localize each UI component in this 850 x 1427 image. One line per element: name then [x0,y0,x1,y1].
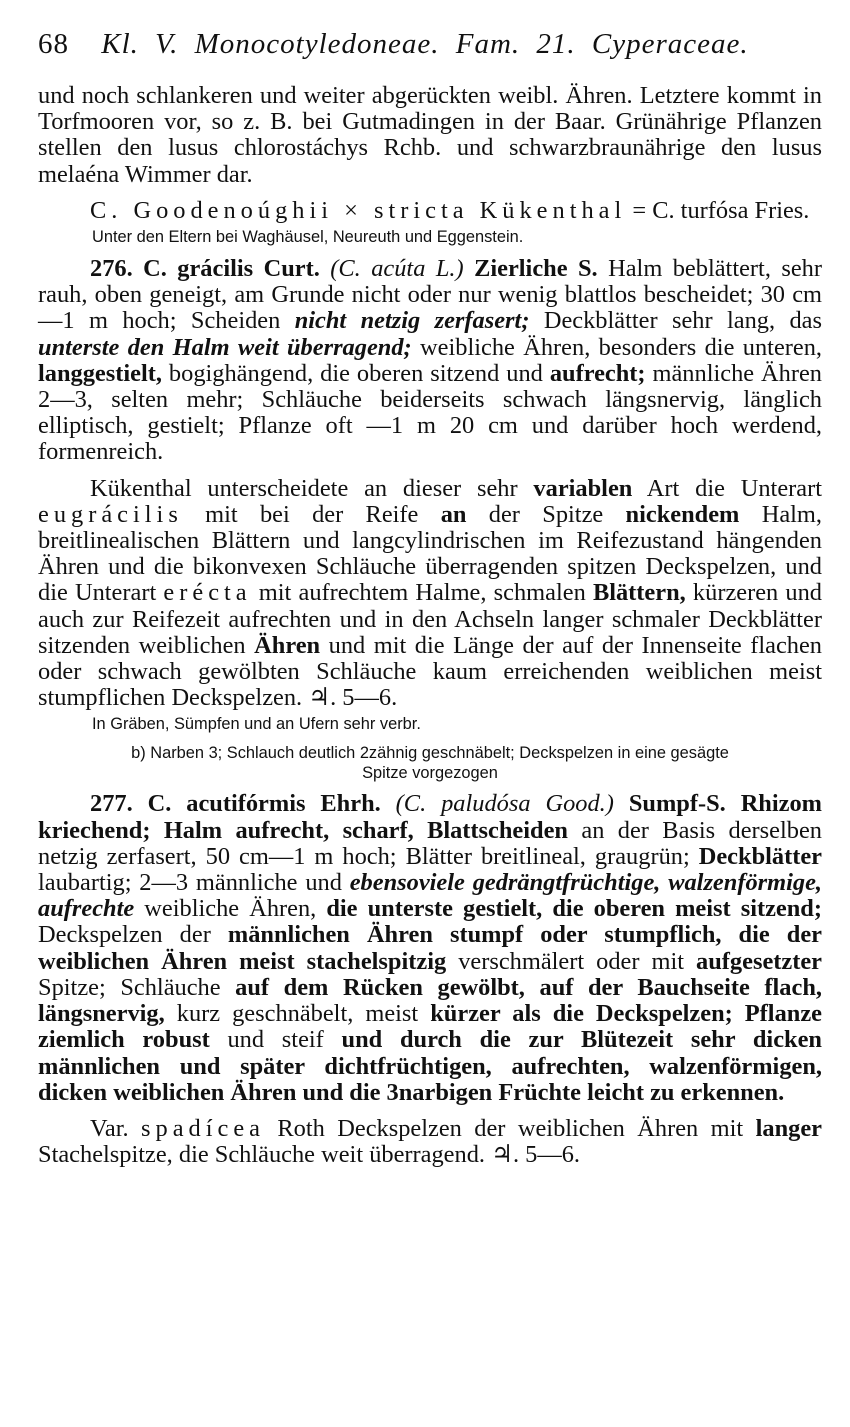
text-run: männliche Ähren 2—3, selten mehr; Schläuche beiderseits schwach längsnervig, länglich elliptisch, gestielt; Pflanze oft —1 m 20 cm und darüber hoch werdend, formenreich. [38,359,822,466]
text-run: Deckblätter sehr lang, das [529,307,822,335]
species-276-common-name: Zierliche S. [474,255,598,283]
text-run: weibliche Ähren, besonders die unteren, [411,333,823,361]
text-run: Stachelspitze, die Schläuche weit überragend. ♃. 5—6. [38,1141,581,1169]
page-number: 68 [38,28,69,60]
text-run: und steif [209,1026,342,1054]
species-277 [38,791,822,1105]
header-title: Kl. V. Monocotyledoneae. Fam. 21. Cyperaceae. [101,28,749,60]
key-note-line: Spitze vorgezogen [362,764,498,783]
text-run [726,790,741,817]
text-run: ebensoviele gedrängtfrüchtige, walzenförmige, aufrechte [38,869,822,923]
text-run: Roth Deckspelzen der weiblichen Ähren mit [265,1114,756,1142]
text-run: Halm beblättert, sehr rauh, oben geneigt, am Grunde nicht oder nur wenig blattlos bescheidet; 30 cm—1 m hoch; Scheiden [38,255,822,335]
text-run: mit aufrechtem Halme, schmalen [251,579,593,607]
paragraph-variety [38,1116,822,1168]
text-run: laubartig; 2—3 männliche und [38,869,350,897]
text-run: auf dem Rücken gewölbt, auf der Bauchseite flach, längsnervig, [38,973,822,1028]
text-run: und mit die Länge der auf der Innenseite flachen oder schwach gewölbten Schläuche kaum erreichenden weiblichen meist stumpflichen Deckspelzen. ♃. 5—6. [38,631,822,712]
text-run: an [440,500,467,528]
text-run: kürzeren und auch zur Reifezeit aufrechten und in den Achseln langer schmaler Deckblätter sitzenden weiblichen [38,579,822,659]
locality-note: Unter den Eltern bei Waghäusel, Neureuth und Eggenstein. [92,228,524,247]
text-run: variablen [533,474,633,502]
subspecies-name: erécta [163,579,252,607]
habitat-note: In Gräben, Sümpfen und an Ufern sehr verbr. [92,715,421,734]
text-run: kürzer als die Deckspelzen; Pflanze ziemlich robust [38,1000,822,1054]
paragraph-hybrid [38,198,822,224]
text-run: kurz geschnäbelt, meist [164,1000,431,1028]
species-276 [38,256,822,466]
species-276-synonym: (C. acúta L.) [330,255,464,283]
text-run: nickendem [625,500,740,528]
text-run: mit bei der Reife [182,500,441,528]
text-run: und durch die zur Blütezeit sehr dicken männlichen und später dichtfrüchtigen, aufrechten, walzenförmigen, dicken weiblichen Ähren und die 3narbigen Früchte leicht zu erkennen. [38,1026,822,1106]
text-run: Rhizom kriechend; Halm aufrecht, scharf, Blattscheiden [38,790,822,844]
subspecies-name: eugrácilis [38,500,183,528]
paragraph-continuation: und noch schlankeren und weiter abgerückten weibl. Ähren. Letztere kommt in Torfmooren vor, so z. B. bei Gutmadingen in der Baar. Grünährige Pflanzen stellen den lusus chlorostáchys Rchb. und schwarzbraunährige den lusus melaéna Wimmer dar. [38,82,822,188]
running-header [38,28,822,61]
variety-name: spadícea [141,1114,265,1142]
species-277-name: 277. C. acutifórmis Ehrh. [90,790,381,818]
text-run: die unterste gestielt, die oberen meist sitzend; [326,895,822,923]
text-run: unterste den Halm weit überragend; [38,333,412,361]
text-run: verschmälert oder mit [446,947,697,975]
text-run: nicht netzig zerfasert; [294,307,530,335]
hybrid-name: C. Goodenoúghii × stricta Kükenthal [90,196,627,224]
hybrid-synonym: = C. turfósa Fries. [626,196,810,224]
text-run: weibliche Ähren, [134,895,327,923]
text-run: Ähren [254,631,321,659]
species-277-common-name: Sumpf-S. [628,790,726,818]
text-run: Halm, breitlinealischen Blättern und langcylindrischen im Reifezustand hängenden Ähren und die bikonvexen Schläuche überragenden spitzen Deckspelzen, und die Unterart [38,500,822,607]
text-run: Spitze; Schläuche [38,973,236,1001]
text-run: Blättern, [592,579,686,607]
key-note-line: b) Narben 3; Schlauch deutlich 2zähnig geschnäbelt; Deckspelzen in eine gesägte [131,744,729,763]
text-run: langgestielt, [38,359,162,387]
key-note [38,743,822,783]
text-run: an der Basis derselben netzig zerfasert, 50 cm—1 m hoch; Blätter breitlineal, graugrün; [38,816,822,870]
species-276-name: 276. C. grácilis Curt. [90,255,320,283]
paragraph-subspecies [38,476,822,712]
text-run: Var. [90,1114,142,1142]
text-run: Deckspelzen der [38,921,228,949]
text-run: bogighängend, die oberen sitzend und [161,359,550,387]
text-run: männlichen Ähren stumpf oder stumpflich, die der weiblichen Ähren meist stachelspitzig [38,921,823,975]
text-run: langer [755,1114,822,1142]
text-run: Art die Unterart [632,474,823,502]
text-run: Kükenthal unterscheidete an dieser sehr [90,474,534,502]
page [38,28,822,1168]
text-run: aufrecht; [549,359,646,387]
text-run: der Spitze [466,500,626,528]
species-277-synonym: (C. paludósa Good.) [395,790,614,818]
text-run: Deckblätter [698,842,822,870]
text-run: aufgesetzter [696,947,822,975]
